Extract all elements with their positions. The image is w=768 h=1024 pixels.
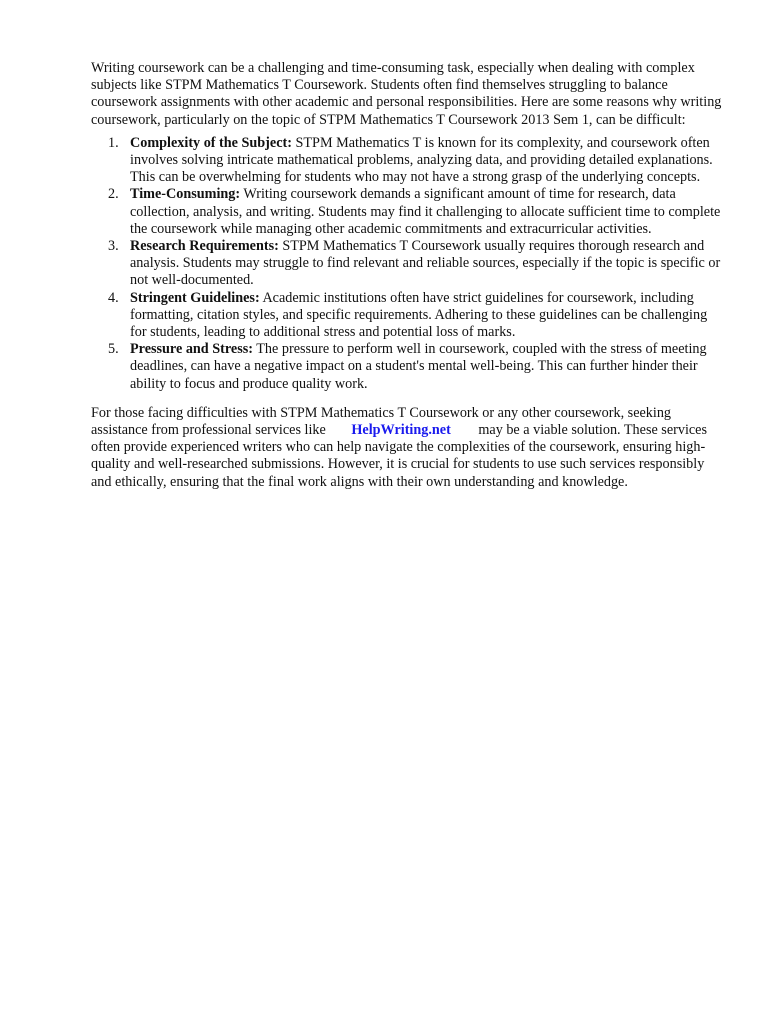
closing-text-after-link: may be a viable solution. These services often provide experienced writers who can help navigate the complexities of the coursework, ensuring high-quality and well-researched submissions. However, it is crucial for students to use such services responsibly and ethically, ensuring that the final work aligns with their own understanding and knowledge. [91, 422, 708, 490]
list-item-title: Stringent Guidelines: [130, 289, 260, 306]
list-item-number: 2. [108, 186, 119, 203]
reasons-list [91, 135, 723, 393]
list-item [91, 238, 723, 290]
list-item [91, 290, 723, 342]
list-item-number: 3. [108, 238, 119, 255]
list-item-text: Academic institutions often have strict guidelines for coursework, including formatting, citation styles, and specific requirements. Adhering to these guidelines can be challenging for students, leading to additional stress and potential loss of marks. [130, 289, 708, 341]
closing-paragraph [91, 405, 723, 491]
list-item [91, 186, 723, 238]
list-item-title: Time-Consuming: [130, 186, 241, 203]
list-item-number: 1. [108, 134, 119, 151]
intro-paragraph: Writing coursework can be a challenging and time-consuming task, especially when dealing with complex subjects like STPM Mathematics T Coursework. Students often find themselves struggling to balance coursework assignments with other academic and personal responsibilities. Here are some reasons why writing coursework, particularly on the topic of STPM Mathematics T Coursework 2013 Sem 1, can be difficult: [91, 60, 722, 128]
list-item-text: The pressure to perform well in coursework, coupled with the stress of meeting deadlines, can have a negative impact on a student's mental well-being. This can further hinder their ability to focus and produce quality work. [130, 341, 707, 392]
list-item-text: Writing coursework demands a significant amount of time for research, data collection, analysis, and writing. Students may find it challenging to allocate sufficient time to complete the coursework while managing other academic commitments and extracurricular activities. [130, 186, 721, 237]
list-item-text: STPM Mathematics T is known for its complexity, and coursework often involves solving intricate mathematical problems, analyzing data, and providing detailed explanations. This can be overwhelming for students who may not have a strong grasp of the underlying concepts. [130, 134, 713, 186]
list-item-text: STPM Mathematics T Coursework usually requires thorough research and analysis. Students may struggle to find relevant and reliable sources, especially if the topic is specific or not well-documented. [130, 238, 721, 289]
list-item-number: 4. [108, 289, 119, 306]
list-item-title: Pressure and Stress: [130, 341, 253, 358]
list-item-title: Research Requirements: [130, 238, 279, 255]
helpwriting-link[interactable]: HelpWriting.net [351, 422, 451, 439]
list-item [91, 135, 723, 187]
list-item [91, 341, 723, 393]
list-item-number: 5. [108, 341, 119, 358]
document-page [91, 60, 723, 491]
list-item-title: Complexity of the Subject: [130, 134, 292, 151]
closing-text-before-link: For those facing difficulties with STPM Mathematics T Coursework or any other coursework, seeking assistance from professional services like [91, 404, 672, 439]
